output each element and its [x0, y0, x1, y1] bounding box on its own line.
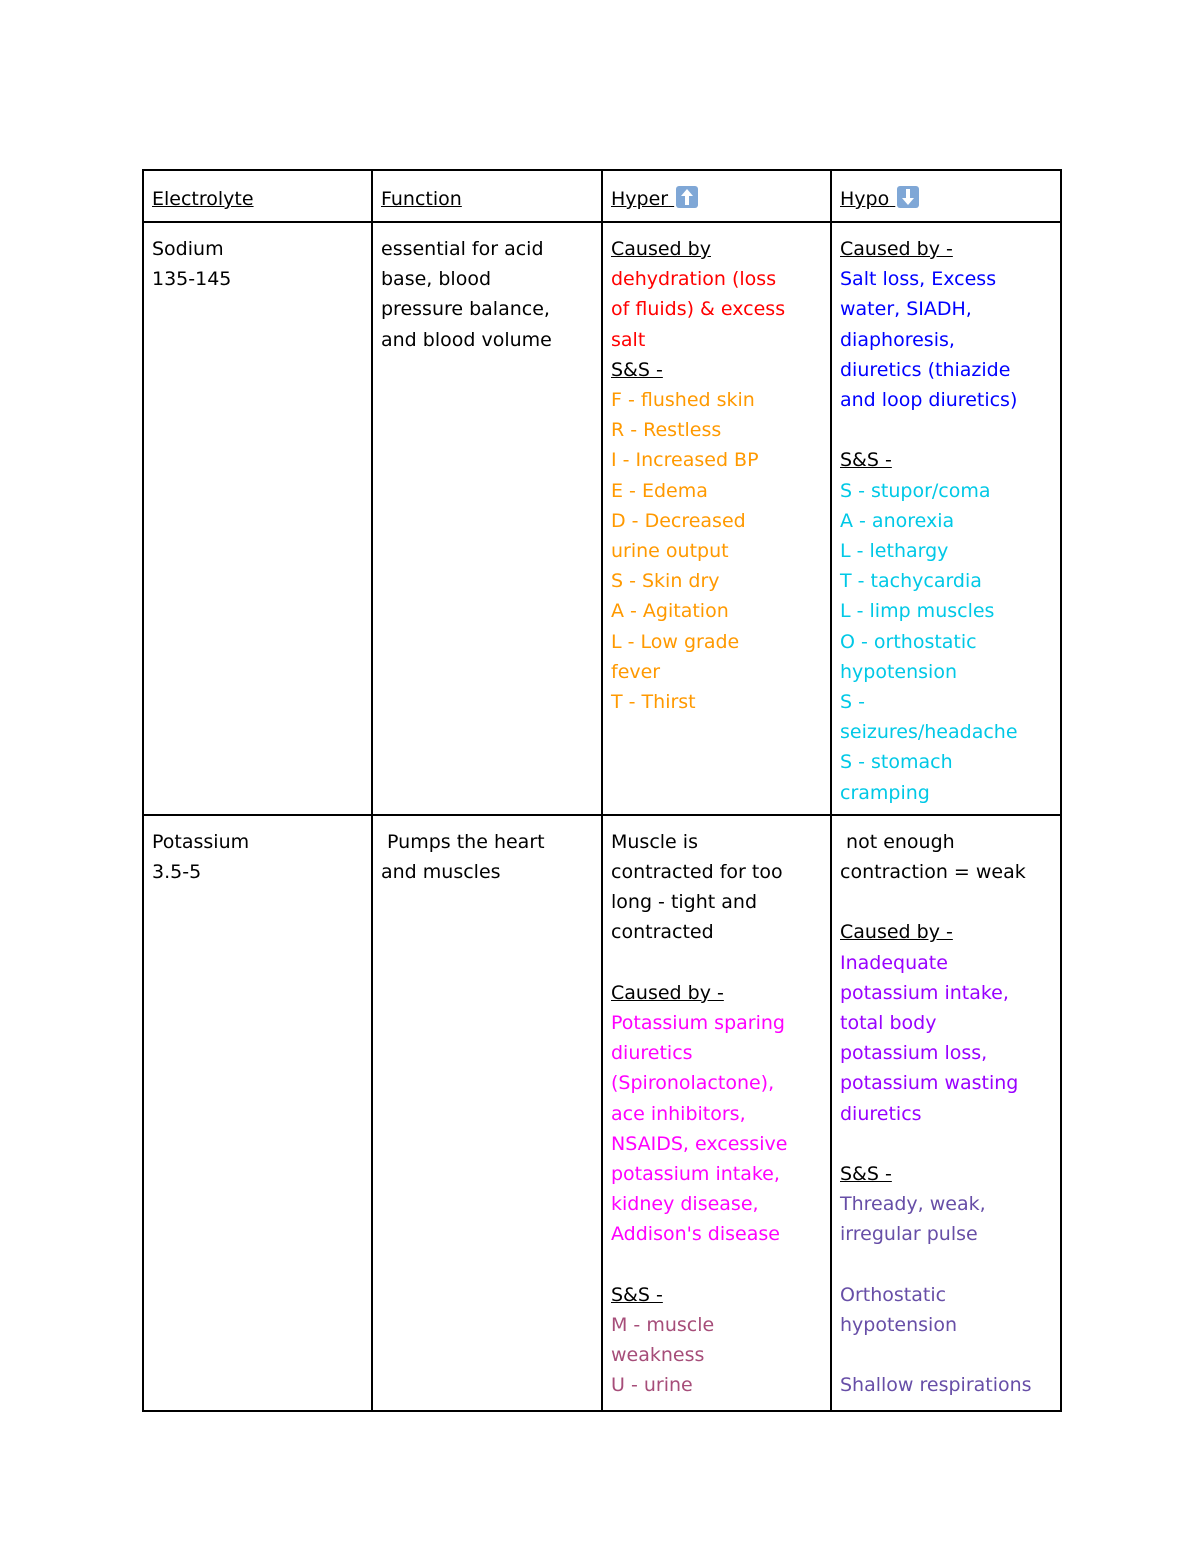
hyper-causes — [611, 264, 822, 355]
text-line: base, blood — [381, 268, 492, 291]
text-line: not enough — [840, 830, 955, 853]
text-line: dehydration (loss — [611, 268, 777, 291]
text-line: Muscle is — [611, 830, 698, 853]
sodium-hyper-cell — [602, 222, 831, 815]
text-line: S - — [840, 691, 865, 714]
hyper-signs-symptoms — [611, 385, 822, 717]
header-row — [143, 170, 1061, 222]
text-line: seizures/headache — [840, 721, 1018, 744]
text-line: I - Increased BP — [611, 449, 759, 472]
potassium-hypo-cell — [831, 815, 1061, 1411]
hyper-causes — [611, 1008, 822, 1250]
text-line: and muscles — [381, 861, 501, 884]
table-row-sodium — [143, 222, 1061, 815]
header-hypo: Hypo — [831, 170, 1061, 222]
text-line: potassium wasting — [840, 1072, 1019, 1095]
text-line: O - orthostatic — [840, 630, 977, 653]
text-line: diuretics — [611, 1042, 693, 1065]
text-line: L - lethargy — [840, 540, 949, 563]
text-line: hypotension — [840, 660, 957, 683]
potassium-function-cell — [372, 815, 602, 1411]
hypo-signs-respirations — [840, 1370, 1052, 1400]
text-line: contracted — [611, 921, 714, 944]
header-electrolyte: Electrolyte — [143, 170, 372, 222]
caused-by-label: Caused by — [611, 238, 711, 260]
text-line: L - limp muscles — [840, 600, 995, 623]
text-line: and loop diuretics) — [840, 389, 1018, 412]
text-line: A - anorexia — [840, 509, 955, 532]
header-hyper: Hyper — [602, 170, 831, 222]
text-line: diuretics (thiazide — [840, 358, 1011, 381]
text-line: potassium intake, — [840, 981, 1009, 1004]
header-function: Function — [372, 170, 602, 222]
sodium-electrolyte-cell — [143, 222, 372, 815]
text-line: total body — [840, 1012, 937, 1035]
text-line: diaphoresis, — [840, 328, 955, 351]
text-line: weakness — [611, 1344, 705, 1367]
text-line: water, SIADH, — [840, 298, 972, 321]
normal-range: 3.5-5 — [152, 861, 202, 884]
sodium-function-cell — [372, 222, 602, 815]
hypo-causes — [840, 948, 1052, 1129]
text-line: of fluids) & excess — [611, 298, 786, 321]
text-line: and blood volume — [381, 328, 552, 351]
hypo-intro — [840, 827, 1052, 887]
potassium-hyper-cell — [602, 815, 831, 1411]
table-row-potassium — [143, 815, 1061, 1411]
signs-symptoms-label: S&S - — [611, 1283, 663, 1306]
text-line: urine output — [611, 540, 729, 563]
text-line: diuretics — [840, 1102, 922, 1125]
text-line: R - Restless — [611, 419, 722, 442]
text-line: U - urine — [611, 1374, 693, 1397]
caused-by-label: Caused by - — [840, 921, 953, 944]
text-line: T - tachycardia — [840, 570, 982, 593]
text-line: Shallow respirations — [840, 1374, 1032, 1397]
text-line: A - Agitation — [611, 600, 729, 623]
text-line: fever — [611, 660, 661, 683]
text-line: L - Low grade — [611, 630, 740, 653]
text-line: kidney disease, — [611, 1193, 759, 1216]
text-line: salt — [611, 328, 646, 351]
arrow-up-icon — [676, 186, 698, 208]
caused-by-label: Caused by - — [611, 981, 724, 1004]
hypo-signs-symptoms — [840, 476, 1052, 808]
text-line: S - stupor/coma — [840, 479, 991, 502]
text-line: contracted for too — [611, 861, 783, 884]
text-line: potassium loss, — [840, 1042, 988, 1065]
text-line: Pumps the heart — [381, 830, 545, 853]
text-line: Addison's disease — [611, 1223, 780, 1246]
text-line: E - Edema — [611, 479, 708, 502]
electrolyte-name: Sodium — [152, 238, 224, 260]
signs-symptoms-label: S&S - — [611, 358, 663, 381]
text-line: T - Thirst — [611, 691, 696, 714]
text-line: S - Skin dry — [611, 570, 720, 593]
caused-by-label: Caused by - — [840, 238, 953, 260]
hypo-signs-hypotension — [840, 1280, 1052, 1340]
signs-symptoms-label: S&S - — [840, 1163, 892, 1186]
text-line: essential for acid — [381, 238, 544, 260]
text-line: Potassium sparing — [611, 1012, 785, 1035]
text-line: hypotension — [840, 1314, 957, 1337]
text-line: Thready, weak, — [840, 1193, 986, 1216]
text-line: cramping — [840, 781, 930, 804]
text-line: Orthostatic — [840, 1283, 947, 1306]
arrow-down-icon — [897, 186, 919, 208]
text-line: M - muscle — [611, 1314, 715, 1337]
electrolyte-name: Potassium — [152, 830, 250, 853]
hypo-causes — [840, 264, 1052, 415]
signs-symptoms-label: S&S - — [840, 449, 892, 472]
electrolyte-table — [142, 169, 1062, 1412]
text-line: pressure balance, — [381, 298, 550, 321]
hyper-signs-symptoms — [611, 1310, 822, 1401]
text-line: S - stomach — [840, 751, 953, 774]
text-line: irregular pulse — [840, 1223, 978, 1246]
text-line: potassium intake, — [611, 1163, 780, 1186]
text-line: Inadequate — [840, 951, 948, 974]
text-line: ace inhibitors, — [611, 1102, 746, 1125]
potassium-electrolyte-cell — [143, 815, 372, 1411]
text-line: NSAIDS, excessive — [611, 1132, 788, 1155]
hyper-intro — [611, 827, 822, 948]
text-line: Salt loss, Excess — [840, 268, 997, 291]
normal-range: 135-145 — [152, 268, 232, 291]
text-line: contraction = weak — [840, 861, 1026, 884]
text-line: (Spironolactone), — [611, 1072, 775, 1095]
sodium-hypo-cell — [831, 222, 1061, 815]
text-line: F - flushed skin — [611, 389, 755, 412]
hypo-signs-pulse — [840, 1189, 1052, 1249]
text-line: D - Decreased — [611, 509, 746, 532]
text-line: long - tight and — [611, 891, 758, 914]
